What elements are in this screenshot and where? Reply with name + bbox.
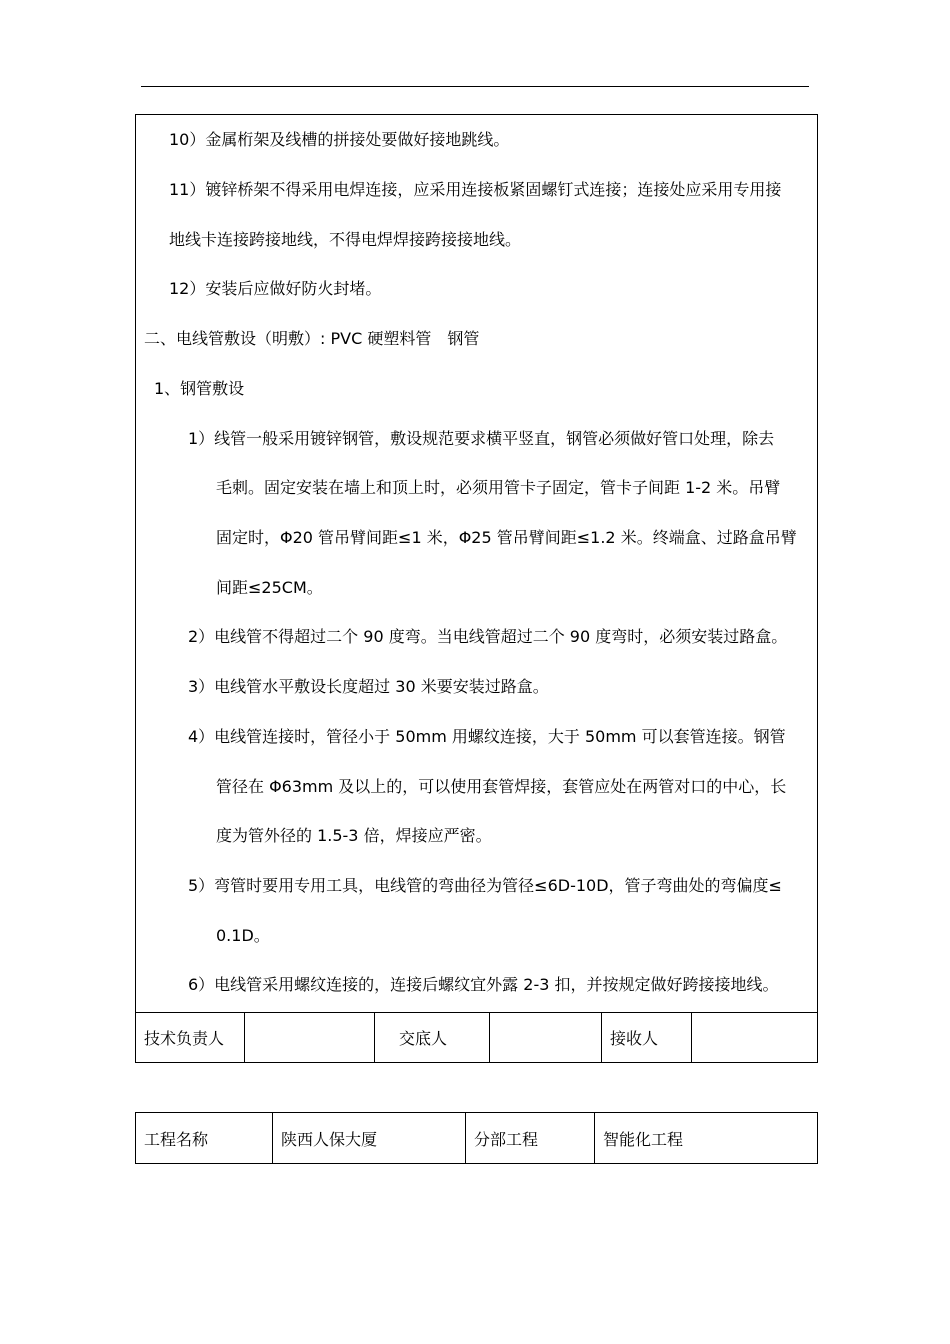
text-line: 1）线管一般采用镀锌钢管，敷设规范要求横平竖直，钢管必须做好管口处理，除去 — [188, 429, 775, 448]
text-line: 管径在 Φ63mm 及以上的，可以使用套管焊接，套管应处在两管对口的中心，长 — [216, 777, 787, 796]
text-line: 间距≤25CM。 — [216, 578, 323, 597]
text-line: 6）电线管采用螺纹连接的，连接后螺纹宜外露 2-3 扣，并按规定做好跨接接地线。 — [188, 975, 779, 994]
text-line: 5）弯管时要用专用工具，电线管的弯曲径为管径≤6D-10D，管子弯曲处的弯偏度≤ — [188, 876, 782, 895]
project-row — [136, 1113, 818, 1164]
text-line: 毛刺。固定安装在墙上和顶上时，必须用管卡子固定，管卡子间距 1-2 米。吊臂 — [216, 478, 781, 497]
tech-lead-field[interactable] — [245, 1013, 375, 1063]
receiver-label: 接收人 — [602, 1013, 692, 1063]
project-name-value: 陕西人保大厦 — [273, 1113, 466, 1164]
sub-project-value: 智能化工程 — [595, 1113, 818, 1164]
text-line: 11）镀锌桥架不得采用电焊连接，应采用连接板紧固螺钉式连接；连接处应采用专用接 — [169, 180, 782, 199]
signature-table — [135, 1012, 818, 1063]
text-line: 4）电线管连接时，管径小于 50mm 用螺纹连接，大于 50mm 可以套管连接。钢管 — [188, 727, 786, 746]
text-line: 0.1D。 — [216, 926, 270, 945]
text-line: 2）电线管不得超过二个 90 度弯。当电线管超过二个 90 度弯时，必须安装过路盒。 — [188, 627, 788, 646]
project-info-table — [135, 1112, 818, 1164]
text-line: 12）安装后应做好防火封堵。 — [169, 279, 382, 298]
subsection-heading: 1、钢管敷设 — [154, 379, 245, 398]
text-line: 地线卡连接跨接地线，不得电焊焊接跨接接地线。 — [169, 230, 522, 249]
discloser-field[interactable] — [490, 1013, 602, 1063]
text-line: 度为管外径的 1.5-3 倍，焊接应严密。 — [216, 826, 492, 845]
sub-project-label: 分部工程 — [466, 1113, 595, 1164]
project-name-label: 工程名称 — [136, 1113, 273, 1164]
header-rule — [141, 86, 809, 87]
discloser-label: 交底人 — [375, 1013, 490, 1063]
signature-row — [136, 1013, 818, 1063]
tech-lead-label: 技术负责人 — [136, 1013, 245, 1063]
text-line: 3）电线管水平敷设长度超过 30 米要安装过路盒。 — [188, 677, 549, 696]
receiver-field[interactable] — [692, 1013, 818, 1063]
section-heading: 二、电线管敷设（明敷）: PVC 硬塑料管 钢管 — [144, 329, 480, 348]
text-line: 固定时，Φ20 管吊臂间距≤1 米，Φ25 管吊臂间距≤1.2 米。终端盒、过路盒吊臂 — [216, 528, 797, 547]
text-line: 10）金属桁架及线槽的拼接处要做好接地跳线。 — [169, 130, 510, 149]
content-frame — [135, 114, 818, 1013]
